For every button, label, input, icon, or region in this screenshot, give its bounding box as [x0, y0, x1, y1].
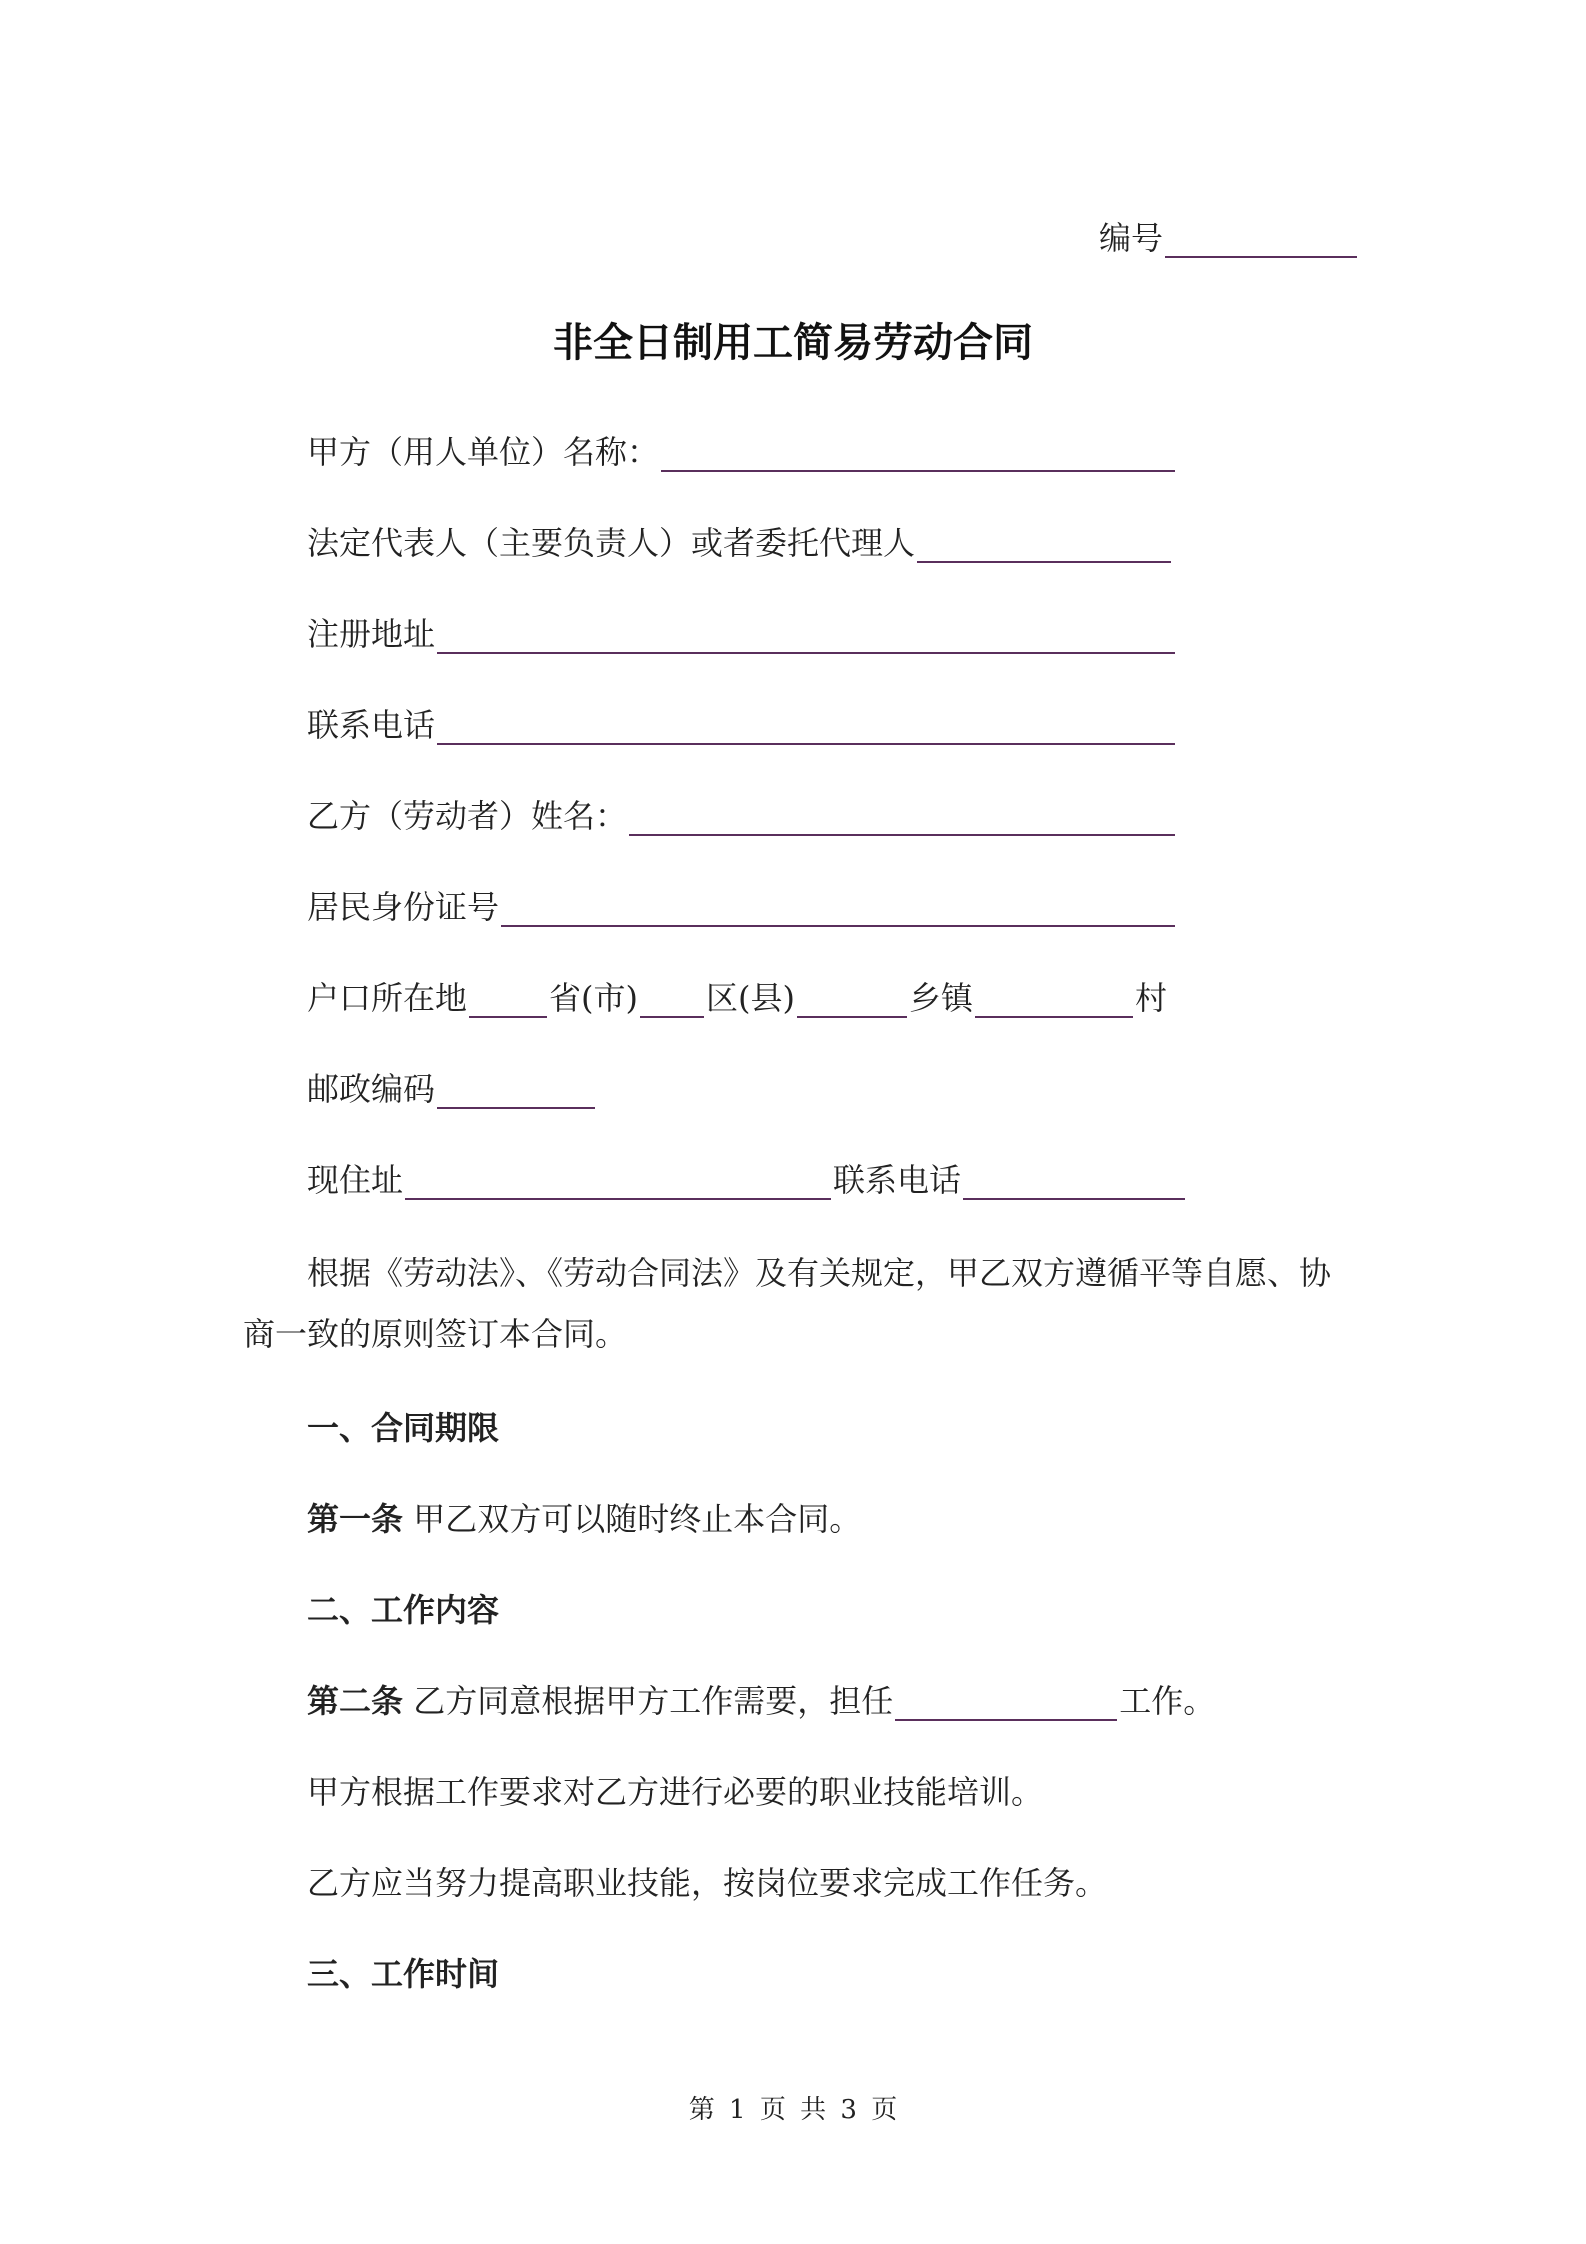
party-b-name-row	[307, 796, 1177, 836]
article-1-text: 甲乙双方可以随时终止本合同。	[403, 1500, 862, 1538]
party-b-hukou-label: 户口所在地	[307, 979, 468, 1017]
section-3-heading: 三、工作时间	[307, 1955, 500, 1993]
party-a-rep-field[interactable]	[917, 527, 1171, 563]
hukou-province-label: 省(市)	[549, 979, 638, 1017]
party-b-current-address-row	[307, 1160, 1187, 1200]
party-b-current-address-field[interactable]	[405, 1164, 831, 1200]
party-b-postcode-row	[307, 1069, 597, 1109]
party-a-rep-row	[307, 523, 1173, 563]
party-b-id-label: 居民身份证号	[307, 888, 500, 926]
party-b-hukou-row	[307, 978, 1167, 1018]
hukou-town-field[interactable]	[797, 982, 907, 1018]
document-title: 非全日制用工简易劳动合同	[553, 320, 1033, 366]
party-a-name-field[interactable]	[661, 436, 1175, 472]
article-1-label: 第一条	[307, 1500, 404, 1538]
hukou-province-field[interactable]	[469, 982, 547, 1018]
party-a-name-label: 甲方（用人单位）名称：	[307, 433, 660, 471]
section-2-heading: 二、工作内容	[307, 1591, 500, 1629]
hukou-district-field[interactable]	[640, 982, 704, 1018]
contract-number-field[interactable]	[1165, 222, 1357, 258]
section-1-heading: 一、合同期限	[307, 1409, 500, 1447]
duty-line: 乙方应当努力提高职业技能，按岗位要求完成工作任务。	[307, 1864, 1108, 1902]
article-2-text-after: 工作。	[1119, 1682, 1216, 1720]
page-footer: 第 1 页 共 3 页	[688, 2095, 898, 2125]
party-b-phone-field[interactable]	[963, 1164, 1185, 1200]
party-a-address-field[interactable]	[437, 618, 1175, 654]
party-b-postcode-label: 邮政编码	[307, 1070, 436, 1108]
party-b-postcode-field[interactable]	[437, 1073, 595, 1109]
party-a-name-row	[307, 432, 1177, 472]
hukou-district-label: 区(县)	[706, 979, 795, 1017]
contract-number-row	[1099, 218, 1359, 258]
article-2-position-field[interactable]	[895, 1685, 1117, 1721]
party-b-current-address-label: 现住址	[307, 1161, 404, 1199]
party-a-address-label: 注册地址	[307, 615, 436, 653]
party-b-id-field[interactable]	[501, 891, 1175, 927]
party-a-phone-field[interactable]	[437, 709, 1175, 745]
article-2-text-before: 乙方同意根据甲方工作需要，担任	[403, 1682, 894, 1720]
training-line: 甲方根据工作要求对乙方进行必要的职业技能培训。	[307, 1773, 1044, 1811]
hukou-town-label: 乡镇	[908, 979, 973, 1017]
party-b-phone-label: 联系电话	[833, 1161, 962, 1199]
party-b-name-field[interactable]	[629, 800, 1175, 836]
article-2-row	[307, 1681, 1215, 1721]
party-a-rep-label: 法定代表人（主要负责人）或者委托代理人	[307, 524, 916, 562]
party-b-name-label: 乙方（劳动者）姓名：	[307, 797, 628, 835]
article-1-row	[307, 1499, 861, 1539]
article-2-label: 第二条	[307, 1682, 404, 1720]
party-a-phone-row	[307, 705, 1177, 745]
contract-number-label: 编号	[1099, 219, 1164, 257]
hukou-village-field[interactable]	[975, 982, 1133, 1018]
party-a-address-row	[307, 614, 1177, 654]
hukou-village-label: 村	[1135, 979, 1168, 1017]
party-b-id-row	[307, 887, 1177, 927]
intro-paragraph: 根据《劳动法》、《劳动合同法》及有关规定，甲乙双方遵循平等自愿、协商一致的原则签订本合同。	[243, 1254, 1332, 1353]
party-a-phone-label: 联系电话	[307, 706, 436, 744]
